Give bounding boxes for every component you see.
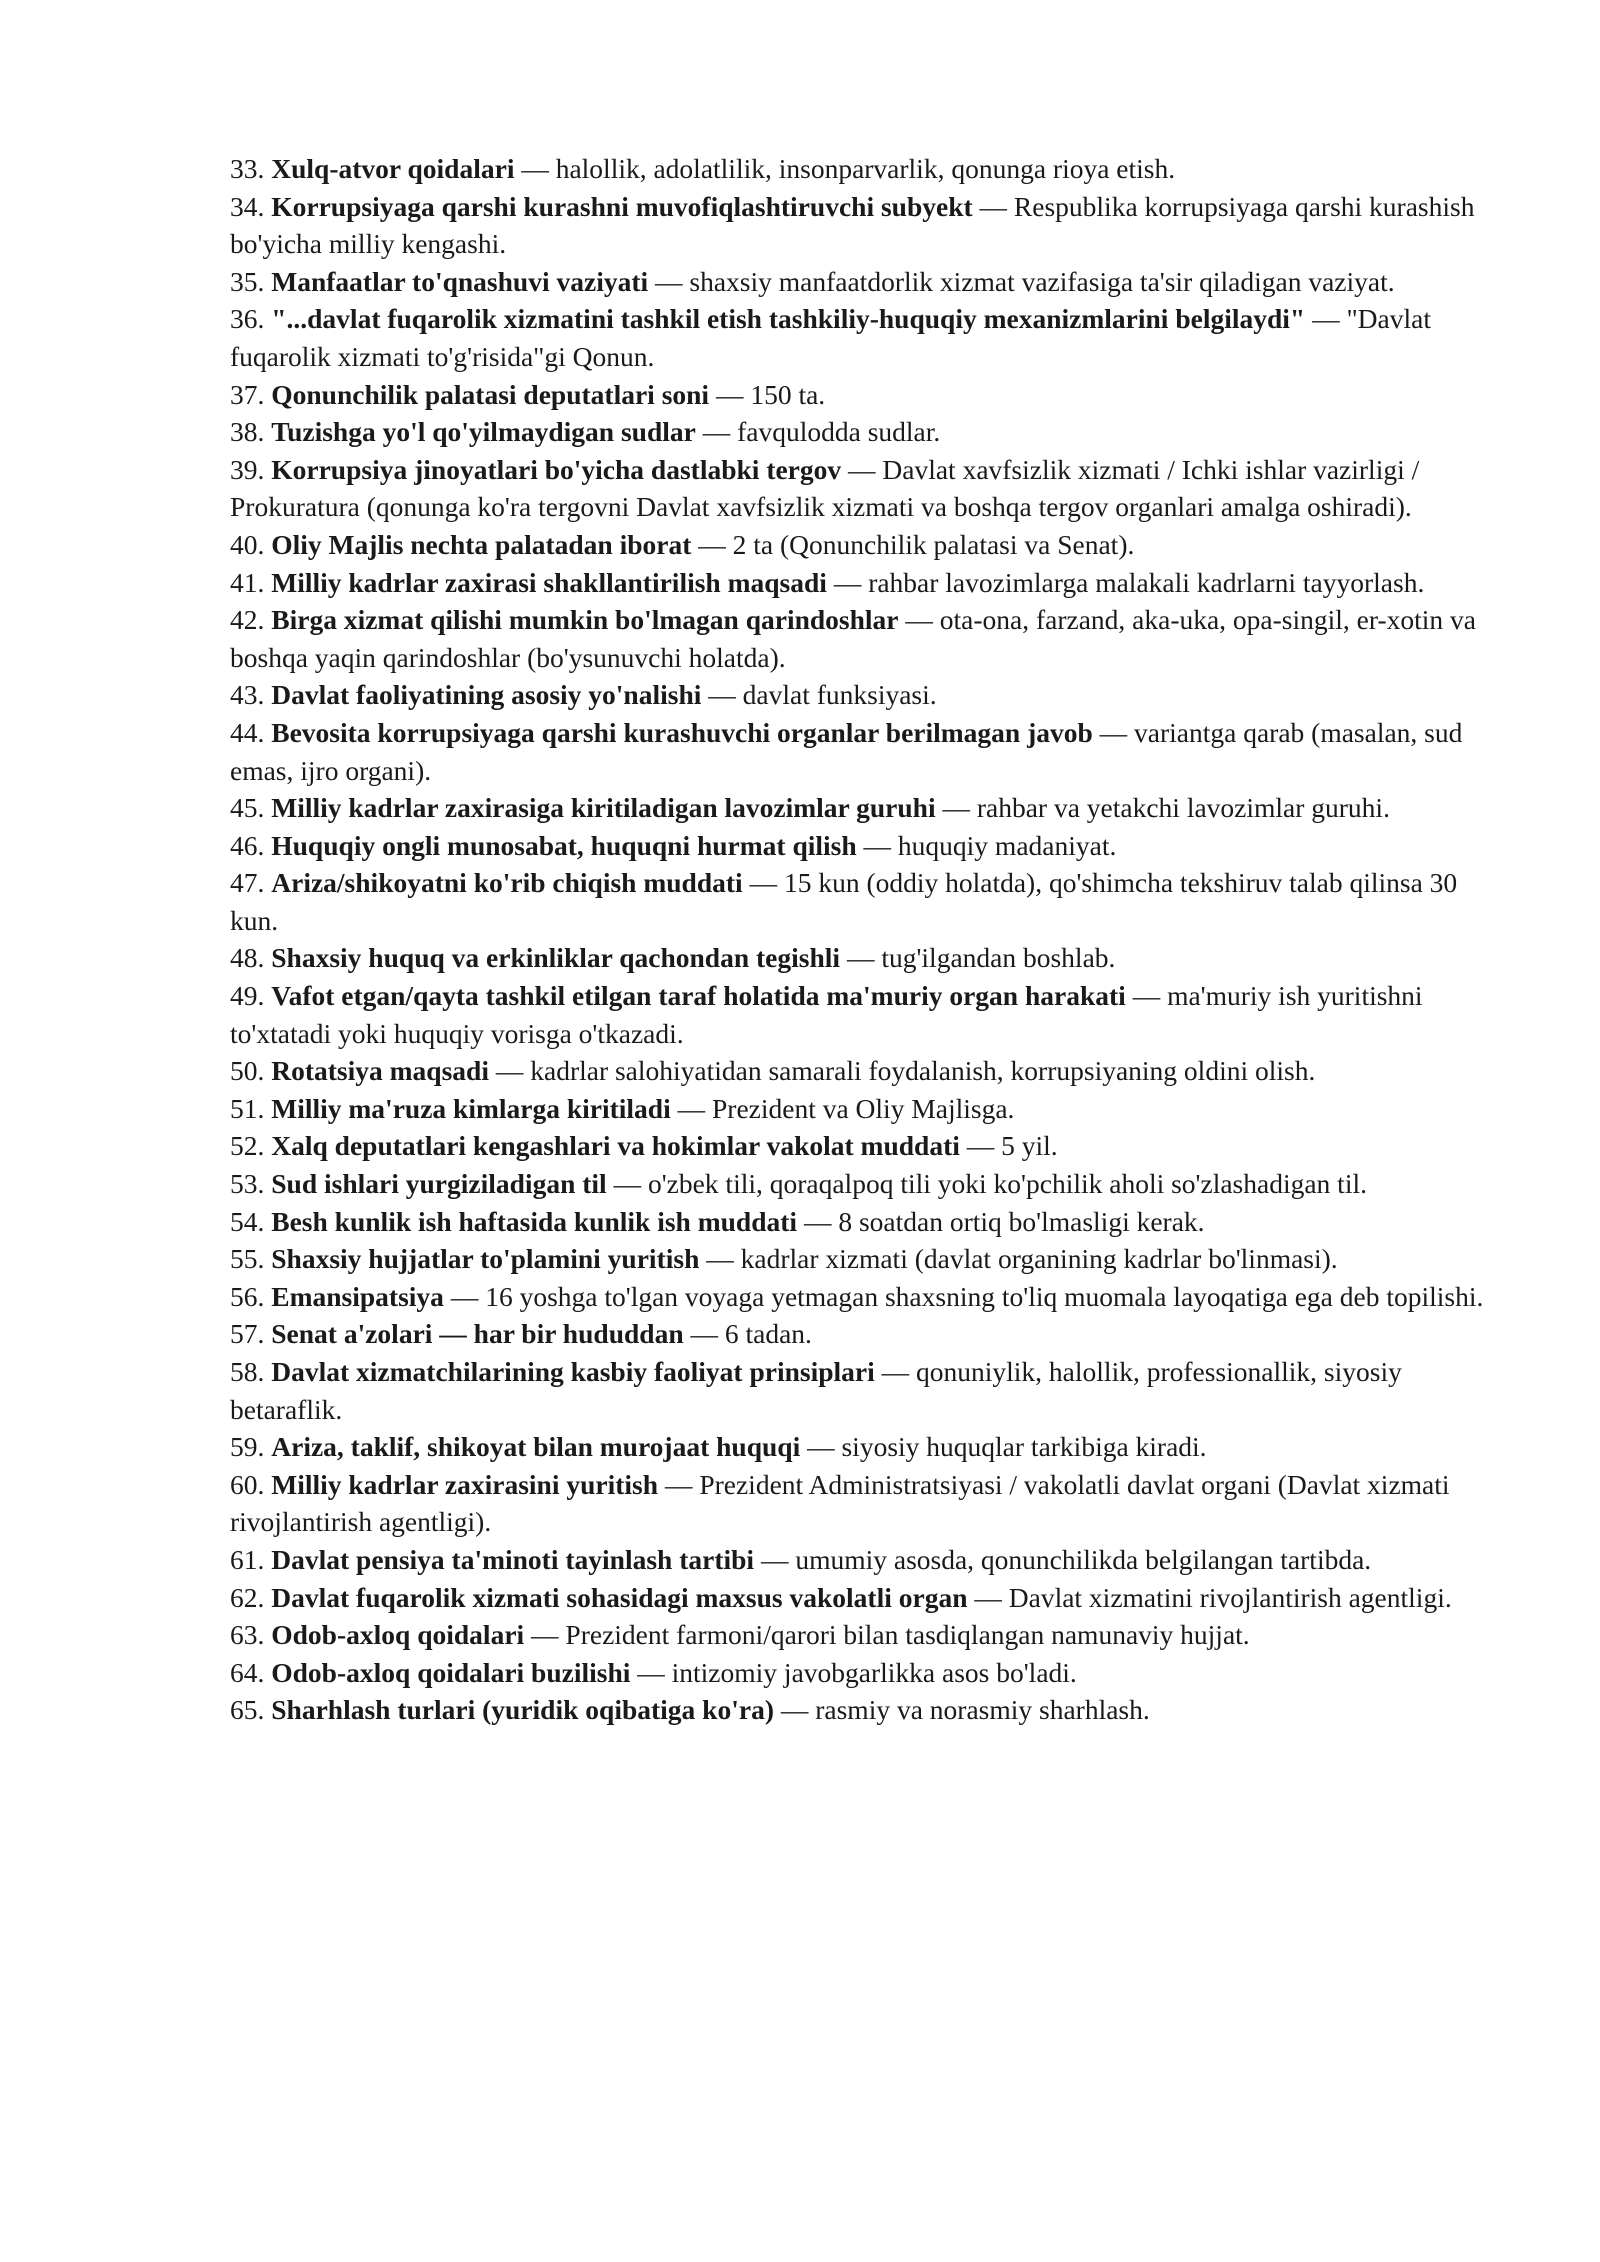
item-definition: shaxsiy manfaatdorlik xizmat vazifasiga ta'sir qiladigan vaziyat. bbox=[689, 265, 1395, 297]
item-number: 60. bbox=[230, 1468, 265, 1500]
item-separator: — bbox=[606, 1168, 648, 1200]
list-item bbox=[230, 1353, 1490, 1428]
document-page bbox=[230, 150, 1490, 1729]
list-item bbox=[230, 1315, 1490, 1353]
item-separator: — bbox=[695, 416, 738, 448]
list-item bbox=[230, 300, 1490, 375]
item-term: Korrupsiyaga qarshi kurashni muvofiqlashtiruvchi subyekt bbox=[271, 190, 973, 222]
item-number: 59. bbox=[230, 1431, 265, 1463]
item-number: 58. bbox=[230, 1356, 265, 1387]
item-term: Milliy ma'ruza kimlarga kiritiladi bbox=[271, 1092, 671, 1124]
item-separator: — bbox=[683, 1318, 725, 1350]
item-separator: — bbox=[514, 153, 556, 184]
list-item bbox=[230, 413, 1490, 451]
list-item bbox=[230, 1579, 1490, 1617]
item-term: Sharhlash turlari (yuridik oqibatiga ko'ra) bbox=[271, 1694, 774, 1726]
item-definition: 2 ta (Qonunchilik palatasi va Senat). bbox=[732, 528, 1135, 560]
item-number: 51. bbox=[230, 1092, 265, 1124]
list-item bbox=[230, 1052, 1490, 1090]
item-definition: ota-ona, farzand, aka-uka, opa-singil, er-xotin va boshqa yaqin qarindoshlar (bo'ysunuvchi holatda). bbox=[230, 604, 1477, 673]
item-definition: Respublika korrupsiyaga qarshi kurashish bo'yicha milliy kengashi. bbox=[230, 190, 1475, 260]
item-separator: — bbox=[630, 1656, 672, 1688]
list-item bbox=[230, 601, 1490, 676]
item-separator: — bbox=[1305, 303, 1347, 335]
item-term: Milliy kadrlar zaxirasiga kiritiladigan lavozimlar guruhi bbox=[271, 792, 936, 824]
item-number: 64. bbox=[230, 1656, 265, 1688]
item-term: Bevosita korrupsiyaga qarshi kurashuvchi organlar berilmagan javob bbox=[271, 716, 1093, 748]
numbered-list bbox=[230, 150, 1490, 1729]
item-term: Milliy kadrlar zaxirasini yuritish bbox=[271, 1468, 659, 1500]
item-term: Besh kunlik ish haftasida kunlik ish muddati bbox=[271, 1205, 798, 1237]
item-definition: halollik, adolatlilik, insonparvarlik, qonunga rioya etish. bbox=[555, 153, 1176, 184]
item-definition: qonuniylik, halollik, professionallik, siyosiy betaraflik. bbox=[230, 1356, 1402, 1425]
item-definition: tug'ilgandan boshlab. bbox=[881, 942, 1116, 974]
list-item bbox=[230, 451, 1490, 526]
item-separator: — bbox=[699, 1243, 741, 1275]
item-term: Emansipatsiya bbox=[271, 1280, 444, 1312]
list-item bbox=[230, 376, 1490, 414]
item-separator: — bbox=[935, 792, 977, 824]
item-number: 63. bbox=[230, 1619, 265, 1651]
item-definition: 6 tadan. bbox=[724, 1318, 812, 1350]
item-term: Odob-axloq qoidalari buzilishi bbox=[271, 1656, 631, 1688]
item-term: Davlat fuqarolik xizmati sohasidagi maxsus vakolatli organ bbox=[271, 1581, 968, 1613]
item-definition: "Davlat fuqarolik xizmati to'g'risida"gi Qonun. bbox=[230, 303, 1431, 372]
list-item bbox=[230, 188, 1490, 263]
list-item bbox=[230, 263, 1490, 301]
item-separator: — bbox=[524, 1619, 566, 1651]
list-item bbox=[230, 676, 1490, 714]
item-number: 39. bbox=[230, 453, 265, 485]
item-term: Birga xizmat qilishi mumkin bo'lmagan qarindoshlar bbox=[271, 604, 899, 636]
item-term: "...davlat fuqarolik xizmatini tashkil etish tashkiliy-huquqiy mexanizmlarini belgilaydi" bbox=[271, 303, 1306, 335]
item-separator: — bbox=[1125, 980, 1168, 1012]
item-definition: davlat funksiyasi. bbox=[742, 679, 937, 711]
list-item bbox=[230, 1428, 1490, 1466]
item-term: Davlat xizmatchilarining kasbiy faoliyat prinsiplari bbox=[271, 1356, 875, 1387]
item-definition: rasmiy va norasmiy sharhlash. bbox=[815, 1694, 1150, 1726]
list-item bbox=[230, 1240, 1490, 1278]
item-number: 53. bbox=[230, 1168, 265, 1200]
item-number: 40. bbox=[230, 528, 265, 560]
item-definition: 16 yoshga to'lgan voyaga yetmagan shaxsning to'liq muomala layoqatiga ega deb topilishi. bbox=[485, 1280, 1484, 1312]
item-number: 47. bbox=[230, 867, 265, 899]
item-term: Vafot etgan/qayta tashkil etilgan taraf holatida ma'muriy organ harakati bbox=[271, 980, 1126, 1012]
item-term: Davlat faoliyatining asosiy yo'nalishi bbox=[271, 679, 702, 711]
item-separator: — bbox=[701, 679, 743, 711]
list-item bbox=[230, 1278, 1490, 1316]
item-definition: Davlat xavfsizlik xizmati / Ichki ishlar vazirligi / Prokuratura (qonunga ko'ra tergovni Davlat xavfsizlik xizmati va boshqa tergov organlari amalga oshiradi). bbox=[230, 453, 1420, 523]
list-item bbox=[230, 1090, 1490, 1128]
item-number: 56. bbox=[230, 1280, 265, 1312]
item-term: Senat a'zolari — har bir hududdan bbox=[271, 1318, 684, 1350]
item-definition: favqulodda sudlar. bbox=[737, 416, 941, 448]
item-separator: — bbox=[959, 1130, 1002, 1162]
list-item bbox=[230, 827, 1490, 865]
item-number: 52. bbox=[230, 1130, 265, 1162]
list-item bbox=[230, 939, 1490, 977]
item-term: Huquqiy ongli munosabat, huquqni hurmat qilish bbox=[271, 829, 857, 861]
item-term: Oliy Majlis nechta palatadan iborat bbox=[271, 528, 692, 560]
item-separator: — bbox=[797, 1205, 839, 1237]
item-separator: — bbox=[709, 378, 751, 410]
item-definition: Prezident va Oliy Majlisga. bbox=[712, 1092, 1015, 1124]
list-item bbox=[230, 789, 1490, 827]
item-number: 36. bbox=[230, 303, 265, 335]
list-item bbox=[230, 1654, 1490, 1692]
item-number: 35. bbox=[230, 265, 265, 297]
item-separator: — bbox=[972, 190, 1014, 222]
item-number: 55. bbox=[230, 1243, 265, 1275]
item-definition: siyosiy huquqlar tarkibiga kiradi. bbox=[841, 1431, 1207, 1463]
list-item bbox=[230, 150, 1490, 188]
item-number: 50. bbox=[230, 1055, 265, 1087]
list-item bbox=[230, 1203, 1490, 1241]
item-separator: — bbox=[648, 265, 690, 297]
item-separator: — bbox=[898, 604, 940, 636]
item-number: 65. bbox=[230, 1694, 265, 1726]
item-definition: Prezident Administratsiyasi / vakolatli davlat organi (Davlat xizmati rivojlantirish agentligi). bbox=[230, 1468, 1450, 1538]
item-number: 54. bbox=[230, 1205, 265, 1237]
item-term: Korrupsiya jinoyatlari bo'yicha dastlabki tergov bbox=[271, 453, 842, 485]
item-term: Sud ishlari yurgiziladigan til bbox=[271, 1168, 607, 1200]
item-definition: kadrlar salohiyatidan samarali foydalanish, korrupsiyaning oldini olish. bbox=[530, 1055, 1316, 1087]
item-definition: 15 kun (oddiy holatda), qo'shimcha tekshiruv talab qilinsa 30 kun. bbox=[230, 867, 1458, 936]
item-definition: Prezident farmoni/qarori bilan tasdiqlangan namunaviy hujjat. bbox=[565, 1619, 1250, 1651]
item-term: Shaxsiy huquq va erkinliklar qachondan tegishli bbox=[271, 942, 841, 974]
list-item bbox=[230, 1466, 1490, 1541]
list-item bbox=[230, 977, 1490, 1052]
item-definition: variantga qarab (masalan, sud emas, ijro organi). bbox=[230, 716, 1463, 786]
item-number: 42. bbox=[230, 604, 265, 636]
item-term: Ariza, taklif, shikoyat bilan murojaat huquqi bbox=[271, 1431, 801, 1463]
item-number: 44. bbox=[230, 716, 265, 748]
item-definition: kadrlar xizmati (davlat organining kadrlar bo'linmasi). bbox=[740, 1243, 1338, 1275]
item-definition: 150 ta. bbox=[750, 378, 826, 410]
item-number: 48. bbox=[230, 942, 265, 974]
item-term: Xulq-atvor qoidalari bbox=[271, 153, 515, 184]
item-separator: — bbox=[967, 1581, 1009, 1613]
item-definition: intizomiy javobgarlikka asos bo'ladi. bbox=[671, 1656, 1077, 1688]
item-term: Davlat pensiya ta'minoti tayinlash tartibi bbox=[271, 1543, 755, 1575]
item-definition: o'zbek tili, qoraqalpoq tili yoki ko'pchilik aholi so'zlashadigan til. bbox=[647, 1168, 1367, 1200]
item-term: Manfaatlar to'qnashuvi vaziyati bbox=[271, 265, 649, 297]
item-separator: — bbox=[1092, 716, 1135, 748]
item-separator: — bbox=[773, 1694, 816, 1726]
item-separator: — bbox=[874, 1356, 917, 1387]
item-separator: — bbox=[826, 566, 869, 598]
item-separator: — bbox=[754, 1543, 796, 1575]
item-separator: — bbox=[800, 1431, 842, 1463]
item-term: Ariza/shikoyatni ko'rib chiqish muddati bbox=[271, 867, 743, 899]
list-item bbox=[230, 1127, 1490, 1165]
item-term: Odob-axloq qoidalari bbox=[271, 1619, 525, 1651]
item-definition: 8 soatdan ortiq bo'lmasligi kerak. bbox=[838, 1205, 1205, 1237]
item-number: 62. bbox=[230, 1581, 265, 1613]
item-definition: umumiy asosda, qonunchilikda belgilangan tartibda. bbox=[795, 1543, 1372, 1575]
item-number: 61. bbox=[230, 1543, 265, 1575]
item-number: 43. bbox=[230, 679, 265, 711]
item-definition: ma'muriy ish yuritishni to'xtatadi yoki huquqiy vorisga o'tkazadi. bbox=[230, 980, 1423, 1049]
item-term: Xalq deputatlari kengashlari va hokimlar vakolat muddati bbox=[271, 1130, 960, 1162]
item-definition: rahbar va yetakchi lavozimlar guruhi. bbox=[976, 792, 1390, 824]
item-separator: — bbox=[670, 1092, 712, 1124]
item-definition: Davlat xizmatini rivojlantirish agentligi. bbox=[1008, 1581, 1452, 1613]
item-term: Qonunchilik palatasi deputatlari soni bbox=[271, 378, 710, 410]
item-number: 49. bbox=[230, 980, 265, 1012]
item-separator: — bbox=[488, 1055, 531, 1087]
item-number: 46. bbox=[230, 829, 265, 861]
item-separator: — bbox=[841, 453, 883, 485]
list-item bbox=[230, 1541, 1490, 1579]
item-definition: rahbar lavozimlarga malakali kadrlarni tayyorlash. bbox=[868, 566, 1425, 598]
list-item bbox=[230, 1691, 1490, 1729]
item-term: Tuzishga yo'l qo'yilmaydigan sudlar bbox=[271, 416, 696, 448]
item-definition: huquqiy madaniyat. bbox=[897, 829, 1117, 861]
item-number: 41. bbox=[230, 566, 265, 598]
list-item bbox=[230, 526, 1490, 564]
list-item bbox=[230, 864, 1490, 939]
item-separator: — bbox=[691, 528, 733, 560]
item-separator: — bbox=[840, 942, 882, 974]
item-term: Rotatsiya maqsadi bbox=[271, 1055, 489, 1087]
item-term: Shaxsiy hujjatlar to'plamini yuritish bbox=[271, 1243, 700, 1275]
item-number: 38. bbox=[230, 416, 265, 448]
list-item bbox=[230, 1616, 1490, 1654]
item-separator: — bbox=[742, 867, 784, 899]
list-item bbox=[230, 564, 1490, 602]
item-number: 34. bbox=[230, 190, 265, 222]
item-number: 57. bbox=[230, 1318, 265, 1350]
list-item bbox=[230, 714, 1490, 789]
item-separator: — bbox=[443, 1280, 486, 1312]
item-number: 33. bbox=[230, 153, 265, 184]
item-number: 37. bbox=[230, 378, 265, 410]
item-term: Milliy kadrlar zaxirasi shakllantirilish maqsadi bbox=[271, 566, 827, 598]
item-separator: — bbox=[658, 1468, 700, 1500]
item-number: 45. bbox=[230, 792, 265, 824]
item-definition: 5 yil. bbox=[1001, 1130, 1058, 1162]
list-item bbox=[230, 1165, 1490, 1203]
item-separator: — bbox=[856, 829, 898, 861]
